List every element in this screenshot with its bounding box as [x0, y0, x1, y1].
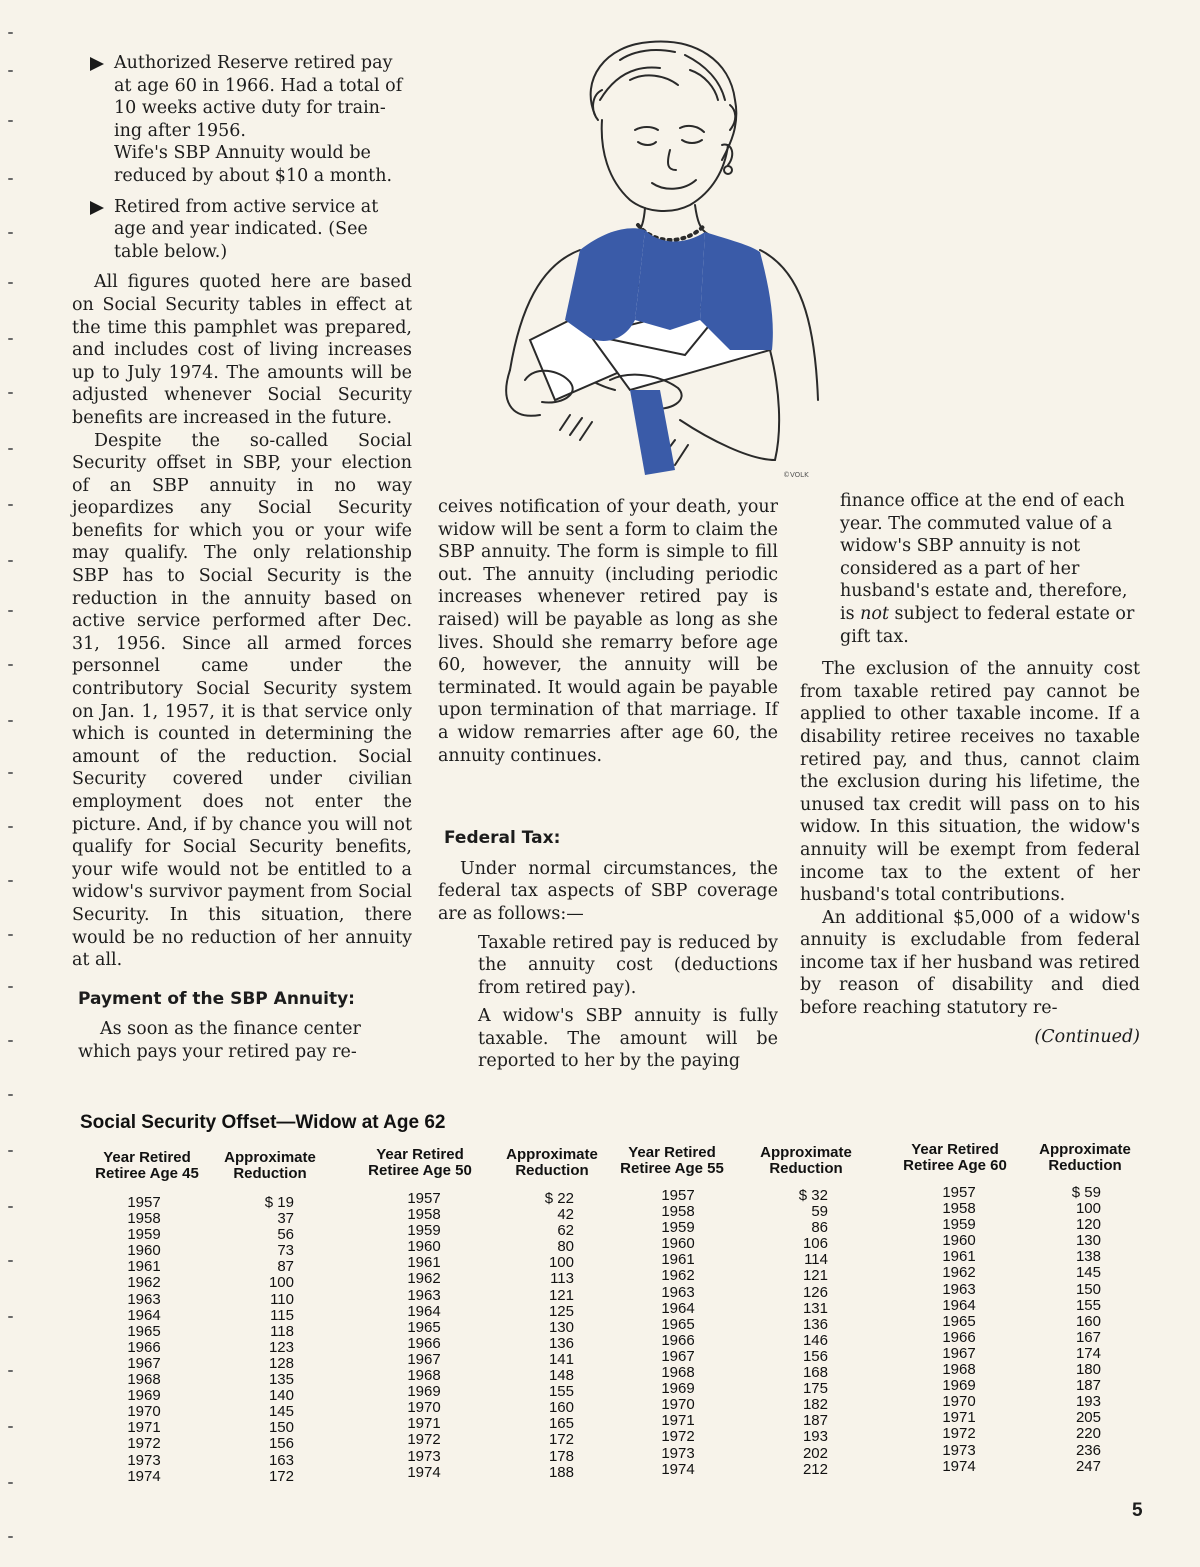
reduction-cell: 114: [804, 1251, 828, 1269]
year-cell: 1960: [407, 1238, 441, 1256]
year-cell: 1974: [661, 1460, 695, 1478]
reduction-cell: 106: [802, 1235, 828, 1253]
reduction-cell: 115: [270, 1306, 294, 1324]
reduction-cell: $ 32: [798, 1187, 828, 1204]
year-cell: 1957: [127, 1194, 161, 1211]
year-cell: 1966: [661, 1331, 695, 1349]
reduction-cell: 59: [811, 1203, 828, 1221]
reduction-cell: 205: [1075, 1409, 1101, 1427]
binding-margin: [6, 20, 18, 1560]
bullet-active-service: [72, 196, 412, 264]
paragraph-offset: Despite the so-called Social Security offset in SBP, your election of an SBP annuity in no way jeopardizes any Social Security benefits for which you or your wife may qualify. The only relationship SBP has to Social Security is the reduction in the annuity based on active service performed after Dec. 31, 1956. Since all armed forces personnel came under the contributory Social Security system on Jan. 1, 1957, it is that service only which is counted in determining the amount of the reduction. Social Security covered under civilian employment does not enter the picture. And, if by chance you will not qualify for Social Security benefits, your wife would not be entitled to a widow's survivor payment from Social Security. In this situation, there would be no reduction of her annuity at all.: [72, 430, 412, 971]
year-cell: 1974: [407, 1463, 441, 1481]
bullet-line: age and year indicated. (See: [114, 219, 368, 240]
reduction-cell: 175: [802, 1380, 828, 1398]
year-cell: 1971: [407, 1415, 441, 1433]
year-cell: 1958: [661, 1203, 695, 1221]
year-cell: 1966: [127, 1338, 161, 1356]
year-cell: 1969: [942, 1377, 976, 1395]
reduction-cell: $ 59: [1071, 1184, 1101, 1201]
illustration-credit: ©VOLK: [783, 471, 809, 479]
reduction-cell: 131: [802, 1299, 828, 1317]
paragraph-disability: An additional $5,000 of a widow's annuity is excludable from federal income tax if her husband was retired by reason of disability and died before reaching statutory re-: [800, 907, 1140, 1019]
reduction-cell: 155: [548, 1383, 574, 1401]
year-cell: 1972: [661, 1428, 695, 1446]
heading-payment: Payment of the SBP Annuity:: [78, 988, 355, 1009]
year-cell: 1962: [407, 1270, 441, 1288]
reduction-column: [784, 1188, 828, 1478]
year-cell: 1959: [942, 1216, 976, 1234]
year-cell: 1964: [942, 1296, 976, 1314]
year-cell: 1961: [942, 1248, 976, 1266]
reduction-cell: 160: [548, 1399, 574, 1417]
year-cell: 1965: [127, 1322, 161, 1340]
page-number: 5: [1132, 1500, 1143, 1521]
year-cell: 1964: [127, 1306, 161, 1324]
reduction-cell: 212: [802, 1460, 828, 1478]
reduction-column: [1061, 1185, 1101, 1475]
reduction-cell: 187: [1075, 1377, 1101, 1395]
reduction-cell: 121: [548, 1286, 574, 1304]
reduction-cell: 126: [802, 1283, 828, 1301]
year-cell: 1964: [661, 1299, 695, 1317]
paragraph-notification: ceives notification of your death, your widow will be sent a form to claim the SBP annuity. The form is simple to fill out. The annuity (including periodic increases whenever retired pay is raised) will be payable as long as she lives. Should she remarry before age 60, however, the annuity will be terminated. It would again be payable upon termination of that marriage. If a widow remarries after age 60, the annuity continues.: [438, 497, 778, 766]
year-cell: 1971: [661, 1412, 695, 1430]
reduction-cell: 130: [548, 1318, 574, 1336]
reduction-cell: 163: [268, 1451, 294, 1469]
continued-note: (Continued): [1034, 1026, 1140, 1047]
year-cell: 1970: [407, 1399, 441, 1417]
reduction-cell: 128: [268, 1354, 294, 1372]
reduction-cell: 80: [557, 1238, 574, 1256]
year-cell: 1958: [127, 1210, 161, 1228]
reduction-cell: 193: [802, 1428, 828, 1446]
year-cell: 1960: [942, 1232, 976, 1250]
bullet-line: Retired from active service at: [114, 196, 379, 217]
reduction-cell: 202: [802, 1444, 828, 1462]
header-year-retired: Year Retired Retiree Age 45: [95, 1149, 199, 1182]
year-cell: 1972: [942, 1425, 976, 1443]
year-cell: 1973: [127, 1451, 161, 1469]
year-cell: 1961: [407, 1254, 441, 1272]
reduction-column: [530, 1191, 574, 1481]
paragraph-finance-office: [800, 490, 1140, 648]
year-cell: 1971: [127, 1419, 161, 1437]
year-column: [656, 1188, 700, 1478]
year-cell: 1959: [407, 1222, 441, 1240]
year-cell: 1957: [942, 1184, 976, 1201]
paragraph-exclusion: The exclusion of the annuity cost from taxable retired pay cannot be applied to other taxable income. If a disability retiree receives no taxable retired pay, and thus, cannot claim the exclusion during his lifetime, the unused tax credit will pass on to his widow. In this situation, the widow's annuity will be exempt from federal income tax to the extent of her husband's total contributions.: [800, 659, 1140, 906]
reduction-cell: 130: [1075, 1232, 1101, 1250]
reduction-cell: 120: [1075, 1216, 1101, 1234]
tax-item-retired-pay: Taxable retired pay is reduced by the annuity cost (deductions from retired pay).: [478, 932, 778, 998]
reduction-cell: 180: [1075, 1361, 1101, 1379]
reduction-cell: 174: [1075, 1344, 1101, 1362]
paragraph-payment: As soon as the finance center which pays your retired pay re-: [78, 1019, 361, 1062]
year-cell: 1973: [407, 1447, 441, 1465]
header-year-retired: Year Retired Retiree Age 55: [620, 1144, 724, 1177]
reduction-cell: 86: [811, 1219, 828, 1237]
year-cell: 1965: [407, 1318, 441, 1336]
year-cell: 1972: [407, 1431, 441, 1449]
reduction-cell: 165: [548, 1415, 574, 1433]
year-cell: 1961: [127, 1258, 161, 1276]
bullet-line: at age 60 in 1966. Had a total of: [114, 75, 403, 96]
header-approx-reduction: Approximate Reduction: [1039, 1141, 1131, 1174]
reduction-cell: 160: [1075, 1312, 1101, 1330]
year-cell: 1967: [661, 1347, 695, 1365]
year-column: [402, 1191, 446, 1481]
reduction-column: [250, 1195, 294, 1485]
middle-column: [438, 496, 778, 1073]
reduction-cell: 188: [548, 1463, 574, 1481]
reduction-cell: 87: [277, 1258, 294, 1276]
reduction-cell: 168: [802, 1364, 828, 1382]
reduction-cell: 100: [268, 1274, 294, 1292]
year-cell: 1965: [942, 1312, 976, 1330]
reduction-cell: 135: [268, 1371, 294, 1389]
reduction-cell: 125: [548, 1302, 574, 1320]
text-span: finance office at the end of each year. The commuted value of a widow's SBP annuity is not considered as a part of her husband's estate and, therefore, is: [840, 491, 1128, 624]
reduction-cell: 148: [548, 1367, 574, 1385]
reduction-cell: 178: [548, 1447, 574, 1465]
year-column: [937, 1185, 981, 1475]
reduction-cell: 140: [268, 1387, 294, 1405]
year-cell: 1966: [407, 1334, 441, 1352]
reduction-cell: 118: [270, 1322, 294, 1340]
year-cell: 1970: [127, 1403, 161, 1421]
year-cell: 1968: [661, 1364, 695, 1382]
year-cell: 1969: [407, 1383, 441, 1401]
year-cell: 1963: [407, 1286, 441, 1304]
year-cell: 1962: [942, 1264, 976, 1282]
year-cell: 1973: [942, 1441, 976, 1459]
year-cell: 1967: [942, 1344, 976, 1362]
reduction-cell: 236: [1075, 1441, 1101, 1459]
reduction-cell: 113: [550, 1270, 574, 1288]
year-cell: 1974: [127, 1467, 161, 1485]
reduction-cell: 220: [1075, 1425, 1101, 1443]
header-approx-reduction: Approximate Reduction: [224, 1149, 316, 1182]
year-cell: 1969: [127, 1387, 161, 1405]
reduction-cell: 100: [548, 1254, 574, 1272]
year-cell: 1963: [661, 1283, 695, 1301]
bullet-line: 10 weeks active duty for train-: [114, 98, 386, 119]
year-cell: 1957: [661, 1187, 695, 1204]
bullet-line: table below.): [114, 241, 228, 262]
year-cell: 1958: [942, 1200, 976, 1218]
year-cell: 1959: [661, 1219, 695, 1237]
year-cell: 1961: [661, 1251, 695, 1269]
year-cell: 1967: [127, 1354, 161, 1372]
left-column: [72, 52, 412, 1064]
table-title: Social Security Offset—Widow at Age 62: [80, 1112, 446, 1133]
paragraph-figures: All figures quoted here are based on Social Security tables in effect at the time this pamphlet was prepared, and includes cost of living increases up to July 1974. The amounts will be adjusted whenever Social Security benefits are increased in the future.: [72, 272, 412, 428]
year-cell: 1962: [127, 1274, 161, 1292]
year-cell: 1957: [407, 1190, 441, 1207]
reduction-cell: 121: [802, 1267, 828, 1285]
year-cell: 1960: [127, 1242, 161, 1260]
year-cell: 1970: [942, 1393, 976, 1411]
reduction-cell: 172: [548, 1431, 574, 1449]
reduction-cell: 110: [270, 1290, 294, 1308]
bullet-line: Authorized Reserve retired pay: [114, 53, 393, 73]
year-cell: 1973: [661, 1444, 695, 1462]
reduction-cell: 167: [1075, 1328, 1101, 1346]
bullet-arrow-icon: [90, 57, 104, 71]
reduction-cell: $ 19: [264, 1194, 294, 1211]
paragraph-tax-intro: Under normal circumstances, the federal tax aspects of SBP coverage are as follows:—: [438, 858, 778, 924]
header-year-retired: Year Retired Retiree Age 60: [903, 1141, 1007, 1174]
reduction-cell: $ 22: [544, 1190, 574, 1207]
year-cell: 1969: [661, 1380, 695, 1398]
reduction-cell: 145: [268, 1403, 294, 1421]
year-cell: 1968: [942, 1361, 976, 1379]
reduction-cell: 62: [557, 1222, 574, 1240]
year-cell: 1964: [407, 1302, 441, 1320]
reduction-cell: 141: [548, 1350, 574, 1368]
reduction-cell: 193: [1075, 1393, 1101, 1411]
reduction-cell: 156: [802, 1347, 828, 1365]
reduction-cell: 37: [277, 1210, 294, 1228]
reduction-cell: 150: [1075, 1280, 1101, 1298]
header-approx-reduction: Approximate Reduction: [760, 1144, 852, 1177]
reduction-cell: 136: [548, 1334, 574, 1352]
heading-federal-tax: Federal Tax:: [444, 828, 561, 849]
year-column: [122, 1195, 166, 1485]
year-cell: 1970: [661, 1396, 695, 1414]
year-cell: 1971: [942, 1409, 976, 1427]
reduction-cell: 100: [1075, 1200, 1101, 1218]
reduction-cell: 182: [802, 1396, 828, 1414]
header-approx-reduction: Approximate Reduction: [506, 1146, 598, 1179]
reduction-cell: 136: [802, 1315, 828, 1333]
reduction-cell: 138: [1075, 1248, 1101, 1266]
tax-item-annuity: A widow's SBP annuity is fully taxable. The amount will be reported to her by the paying: [478, 1006, 778, 1072]
reduction-cell: 187: [802, 1412, 828, 1430]
year-cell: 1968: [407, 1367, 441, 1385]
reduction-cell: 123: [268, 1338, 294, 1356]
right-column: [800, 490, 1140, 1048]
reduction-cell: 155: [1075, 1296, 1101, 1314]
bullet-line: Wife's SBP Annuity would be: [114, 143, 371, 164]
year-cell: 1965: [661, 1315, 695, 1333]
bullet-line: reduced by about $10 a month.: [114, 165, 393, 186]
year-cell: 1963: [942, 1280, 976, 1298]
reduction-cell: 145: [1075, 1264, 1101, 1282]
year-cell: 1968: [127, 1371, 161, 1389]
year-cell: 1959: [127, 1226, 161, 1244]
reduction-cell: 146: [802, 1331, 828, 1349]
woman-reading-letter-illustration: [430, 20, 830, 490]
header-year-retired: Year Retired Retiree Age 50: [368, 1146, 472, 1179]
year-cell: 1958: [407, 1206, 441, 1224]
bullet-reserve: [72, 52, 412, 188]
year-cell: 1972: [127, 1435, 161, 1453]
reduction-cell: 172: [268, 1467, 294, 1485]
reduction-cell: 73: [277, 1242, 294, 1260]
bullet-line: ing after 1956.: [114, 120, 246, 141]
year-cell: 1960: [661, 1235, 695, 1253]
year-cell: 1974: [942, 1457, 976, 1475]
reduction-cell: 156: [268, 1435, 294, 1453]
year-cell: 1962: [661, 1267, 695, 1285]
emphasis-not: not: [860, 603, 889, 624]
reduction-cell: 42: [557, 1206, 574, 1224]
reduction-cell: 56: [277, 1226, 294, 1244]
reduction-cell: 150: [268, 1419, 294, 1437]
year-cell: 1967: [407, 1350, 441, 1368]
bullet-arrow-icon: [90, 201, 104, 215]
year-cell: 1963: [127, 1290, 161, 1308]
year-cell: 1966: [942, 1328, 976, 1346]
text-span: subject to federal estate or gift tax.: [840, 603, 1135, 647]
reduction-cell: 247: [1075, 1457, 1101, 1475]
